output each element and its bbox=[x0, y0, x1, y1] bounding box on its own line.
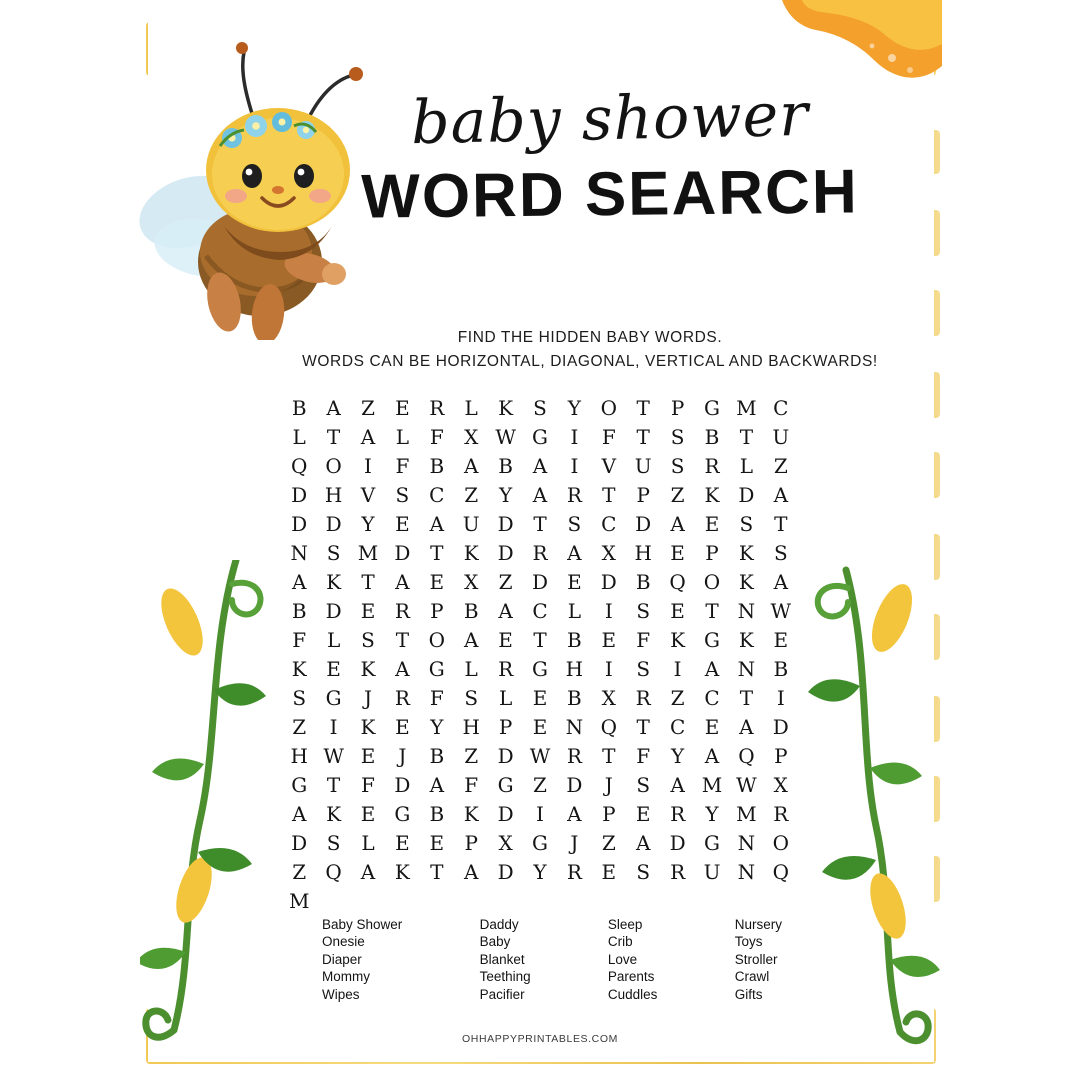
grid-letter: A bbox=[291, 802, 307, 826]
grid-letter: A bbox=[567, 541, 582, 565]
word-list-item: Cuddles bbox=[607, 986, 658, 1002]
word-list-item: Crawl bbox=[734, 969, 770, 985]
grid-letter: K bbox=[463, 541, 479, 565]
word-search-grid bbox=[282, 398, 798, 911]
grid-letter: W bbox=[770, 599, 792, 623]
grid-letter: P bbox=[774, 744, 788, 768]
grid-letter: C bbox=[601, 512, 617, 536]
grid-letter: I bbox=[673, 657, 682, 681]
word-list-item: Mommy bbox=[322, 969, 370, 985]
grid-letter: C bbox=[704, 686, 720, 710]
grid-letter: K bbox=[463, 802, 479, 826]
grid-letter: S bbox=[636, 657, 651, 681]
grid-letter: M bbox=[736, 396, 757, 420]
grid-letter: N bbox=[737, 657, 756, 681]
title-script-line: baby shower bbox=[410, 79, 810, 159]
grid-letter: P bbox=[670, 396, 685, 420]
grid-letter: Z bbox=[773, 454, 788, 478]
word-list-item: Parents bbox=[607, 969, 655, 985]
grid-letter: E bbox=[395, 396, 410, 420]
grid-letter: O bbox=[703, 570, 721, 594]
grid-letter: P bbox=[464, 831, 478, 855]
grid-letter: I bbox=[536, 802, 544, 826]
word-list-item: Stroller bbox=[734, 951, 778, 967]
grid-letter: N bbox=[737, 860, 756, 884]
grid-letter: I bbox=[776, 686, 785, 710]
grid-letter: R bbox=[635, 686, 651, 710]
grid-letter: A bbox=[532, 483, 548, 507]
grid-letter: T bbox=[395, 628, 410, 652]
word-list-item: Crib bbox=[607, 934, 633, 950]
grid-letter: R bbox=[704, 454, 720, 478]
grid-letter: D bbox=[497, 512, 514, 536]
word-list-item: Blanket bbox=[479, 951, 525, 967]
grid-letter: R bbox=[670, 860, 686, 884]
grid-letter: K bbox=[738, 570, 754, 594]
grid-letter: D bbox=[325, 599, 342, 623]
grid-letter: M bbox=[736, 802, 757, 826]
grid-letter: D bbox=[497, 541, 514, 565]
grid-letter: E bbox=[567, 570, 582, 594]
grid-letter: V bbox=[601, 454, 617, 478]
grid-letter: G bbox=[291, 773, 308, 797]
grid-letter: F bbox=[636, 744, 651, 768]
grid-letter: Y bbox=[430, 715, 444, 739]
grid-letter: L bbox=[361, 831, 375, 855]
grid-letter: R bbox=[670, 802, 686, 826]
grid-letter: T bbox=[739, 686, 754, 710]
grid-letter: R bbox=[429, 396, 445, 420]
grid-letter: Y bbox=[533, 860, 547, 884]
grid-letter: K bbox=[291, 657, 307, 681]
grid-letter: A bbox=[532, 454, 548, 478]
grid-letter: L bbox=[464, 657, 478, 681]
grid-letter: T bbox=[326, 425, 341, 449]
grid-letter: E bbox=[395, 831, 410, 855]
grid-letter: B bbox=[704, 425, 720, 449]
footer-credit: OHHAPPYPRINTABLES.COM bbox=[462, 1033, 618, 1045]
grid-letter: K bbox=[360, 715, 376, 739]
word-list-item: Sleep bbox=[607, 917, 643, 932]
grid-letter: H bbox=[462, 715, 480, 739]
grid-letter: L bbox=[292, 425, 306, 449]
grid-letter: E bbox=[704, 715, 720, 739]
grid-letter: G bbox=[394, 802, 411, 826]
grid-letter: B bbox=[291, 396, 307, 420]
grid-letter: D bbox=[291, 512, 308, 536]
grid-letter: G bbox=[532, 831, 548, 855]
grid-letter: F bbox=[464, 773, 479, 797]
grid-letter: D bbox=[738, 483, 755, 507]
grid-letter: A bbox=[463, 860, 479, 884]
grid-letter: S bbox=[361, 628, 375, 652]
grid-letter: R bbox=[394, 686, 410, 710]
grid-letter: B bbox=[463, 599, 479, 623]
word-list-item: Baby Shower bbox=[322, 917, 403, 932]
word-list-item: Onesie bbox=[322, 934, 365, 950]
grid-letter: C bbox=[532, 599, 548, 623]
grid-letter: C bbox=[773, 396, 789, 420]
grid-letter: O bbox=[772, 831, 789, 855]
grid-letter: U bbox=[772, 425, 790, 449]
grid-letter: L bbox=[395, 425, 410, 449]
grid-letter: R bbox=[566, 860, 582, 884]
grid-letter: F bbox=[601, 425, 616, 449]
grid-letter: I bbox=[604, 657, 613, 681]
instructions-line-1: FIND THE HIDDEN BABY WORDS. bbox=[457, 329, 723, 346]
grid-letter: D bbox=[772, 715, 789, 739]
grid-letter: L bbox=[326, 628, 341, 652]
grid-letter: B bbox=[429, 454, 445, 478]
grid-letter: F bbox=[429, 425, 444, 449]
grid-letter: E bbox=[429, 831, 445, 855]
grid-letter: K bbox=[326, 802, 342, 826]
grid-letter: O bbox=[600, 396, 617, 420]
grid-letter: F bbox=[636, 628, 651, 652]
grid-letter: P bbox=[636, 483, 650, 507]
grid-letter: Q bbox=[325, 860, 342, 884]
grid-letter: S bbox=[567, 512, 582, 536]
grid-letter: D bbox=[531, 570, 549, 594]
grid-letter: D bbox=[600, 570, 617, 594]
grid-letter: E bbox=[360, 599, 376, 623]
grid-letter: K bbox=[738, 541, 754, 565]
grid-letter: B bbox=[429, 744, 445, 768]
grid-letter: F bbox=[361, 773, 375, 797]
word-list-item: Toys bbox=[734, 934, 763, 950]
grid-letter: R bbox=[394, 599, 410, 623]
grid-letter: S bbox=[670, 454, 685, 478]
grid-letter: Y bbox=[498, 483, 513, 507]
grid-letter: X bbox=[773, 773, 788, 797]
grid-letter: A bbox=[429, 773, 445, 797]
grid-letter: Q bbox=[600, 715, 617, 739]
grid-letter: T bbox=[361, 570, 375, 594]
grid-letter: H bbox=[634, 541, 652, 565]
grid-letter: E bbox=[395, 715, 410, 739]
instructions bbox=[250, 326, 930, 374]
word-list-item: Teething bbox=[479, 969, 531, 985]
grid-letter: A bbox=[498, 599, 513, 623]
grid-letter: S bbox=[292, 686, 307, 710]
grid-letter: M bbox=[701, 773, 723, 797]
grid-letter: D bbox=[497, 802, 514, 826]
grid-letter: T bbox=[533, 512, 547, 536]
grid-letter: A bbox=[360, 860, 376, 884]
grid-letter: D bbox=[394, 773, 411, 797]
grid-letter: K bbox=[394, 860, 410, 884]
grid-letter: S bbox=[326, 541, 341, 565]
grid-letter: G bbox=[325, 686, 342, 710]
word-list-column bbox=[608, 916, 658, 1003]
word-list-column bbox=[480, 916, 531, 1003]
grid-letter: O bbox=[428, 628, 445, 652]
grid-letter: D bbox=[291, 831, 308, 855]
grid-letter: T bbox=[430, 860, 444, 884]
grid-letter: Y bbox=[361, 512, 375, 536]
grid-letter: R bbox=[532, 541, 548, 565]
word-list bbox=[322, 916, 782, 1003]
word-list-item: Wipes bbox=[322, 986, 360, 1002]
grid-letter: A bbox=[704, 744, 720, 768]
grid-letter: P bbox=[705, 541, 719, 565]
grid-letter: Z bbox=[533, 773, 547, 797]
grid-letter: X bbox=[601, 686, 616, 710]
grid-letter: B bbox=[773, 657, 789, 681]
grid-letter: K bbox=[498, 396, 514, 420]
grid-letter: H bbox=[290, 744, 308, 768]
grid-letter: D bbox=[497, 744, 514, 768]
grid-letter: H bbox=[324, 483, 343, 507]
grid-letter: T bbox=[636, 715, 650, 739]
grid-letter: V bbox=[360, 483, 376, 507]
grid-letter: T bbox=[774, 512, 788, 536]
page-title bbox=[330, 79, 890, 232]
grid-letter: S bbox=[670, 425, 685, 449]
grid-letter: D bbox=[497, 860, 514, 884]
grid-letter: D bbox=[669, 831, 686, 855]
grid-letter: I bbox=[364, 454, 372, 478]
grid-letter: Q bbox=[669, 570, 686, 594]
grid-letter: D bbox=[566, 773, 583, 797]
grid-letter: D bbox=[325, 512, 342, 536]
grid-letter: Q bbox=[290, 454, 308, 478]
grid-letter: A bbox=[395, 657, 410, 681]
grid-letter: O bbox=[325, 454, 342, 478]
grid-letter: J bbox=[604, 773, 613, 797]
word-list-item: Baby bbox=[479, 934, 511, 950]
grid-letter: S bbox=[464, 686, 479, 710]
grid-letter: A bbox=[463, 628, 479, 652]
grid-letter: B bbox=[567, 628, 582, 652]
grid-letter: Z bbox=[498, 570, 513, 594]
grid-letter: E bbox=[360, 802, 376, 826]
grid-letter: T bbox=[636, 425, 650, 449]
grid-letter: E bbox=[601, 860, 617, 884]
grid-letter: T bbox=[602, 744, 616, 768]
grid-letter: R bbox=[566, 744, 582, 768]
grid-letter: S bbox=[395, 483, 410, 507]
grid-letter: L bbox=[739, 454, 754, 478]
grid-letter: Y bbox=[670, 744, 685, 768]
grid-letter: Z bbox=[361, 396, 375, 420]
grid-letter: C bbox=[429, 483, 445, 507]
grid-letter: X bbox=[498, 831, 513, 855]
grid-letter: R bbox=[498, 657, 514, 681]
grid-letter: K bbox=[738, 628, 754, 652]
grid-letter: A bbox=[567, 802, 582, 826]
grid-letter: A bbox=[326, 396, 341, 420]
grid-letter: K bbox=[326, 570, 342, 594]
grid-letter: M bbox=[288, 889, 310, 913]
grid-letter: B bbox=[291, 599, 307, 623]
grid-letter: J bbox=[398, 744, 407, 768]
grid-letter: F bbox=[429, 686, 444, 710]
grid-letter: W bbox=[495, 425, 516, 449]
grid-letter: D bbox=[291, 483, 308, 507]
grid-letter: S bbox=[636, 773, 651, 797]
grid-letter: W bbox=[736, 773, 757, 797]
grid-letter: N bbox=[565, 715, 584, 739]
grid-letter: Z bbox=[464, 744, 479, 768]
word-list-item: Diaper bbox=[322, 951, 362, 967]
grid-letter: G bbox=[704, 628, 720, 652]
grid-letter: Y bbox=[567, 396, 581, 420]
grid-letter: Z bbox=[601, 831, 616, 855]
grid-letter: B bbox=[498, 454, 513, 478]
grid-letter: T bbox=[705, 599, 719, 623]
grid-letter: X bbox=[601, 541, 616, 565]
grid-letter: L bbox=[498, 686, 513, 710]
word-list-column bbox=[735, 916, 782, 1003]
word-list-column bbox=[322, 916, 402, 1003]
grid-letter: Z bbox=[464, 483, 479, 507]
grid-letter: A bbox=[704, 657, 720, 681]
grid-letter: N bbox=[737, 831, 756, 855]
grid-letter: E bbox=[429, 570, 445, 594]
grid-letter: A bbox=[670, 773, 685, 797]
grid-letter: G bbox=[704, 831, 720, 855]
grid-letter: S bbox=[636, 860, 651, 884]
grid-letter: A bbox=[773, 570, 789, 594]
grid-letter: I bbox=[570, 425, 579, 449]
title-bold-line: WORD SEARCH bbox=[360, 157, 860, 232]
grid-letter: R bbox=[566, 483, 582, 507]
grid-letter: U bbox=[703, 860, 721, 884]
grid-letter: B bbox=[429, 802, 445, 826]
grid-letter: A bbox=[463, 454, 479, 478]
grid-letter: E bbox=[601, 628, 617, 652]
grid-letter: W bbox=[323, 744, 344, 768]
grid-letter: A bbox=[291, 570, 307, 594]
grid-letter: K bbox=[704, 483, 720, 507]
grid-letter: N bbox=[737, 599, 756, 623]
word-list-item: Love bbox=[607, 951, 638, 967]
word-list-item: Gifts bbox=[734, 986, 763, 1002]
grid-letter: X bbox=[464, 570, 479, 594]
instructions-line-2: WORDS CAN BE HORIZONTAL, DIAGONAL, VERTICAL AND BACKWARDS! bbox=[302, 353, 878, 371]
grid-letter: H bbox=[565, 657, 584, 681]
grid-letter: E bbox=[773, 628, 789, 652]
grid-letter: A bbox=[429, 512, 445, 536]
grid-letter: E bbox=[532, 715, 548, 739]
grid-letter: K bbox=[670, 628, 686, 652]
grid-letter: T bbox=[533, 628, 547, 652]
grid-letter: C bbox=[669, 715, 686, 739]
grid-letter: I bbox=[570, 454, 579, 478]
grid-letter: A bbox=[739, 715, 754, 739]
grid-letter: T bbox=[739, 425, 754, 449]
grid-letter: T bbox=[602, 483, 616, 507]
grid-letter: Q bbox=[772, 860, 789, 884]
grid-letter: P bbox=[498, 715, 513, 739]
grid-letter: G bbox=[704, 396, 720, 420]
grid-letter: Z bbox=[292, 860, 307, 884]
grid-letter: F bbox=[395, 454, 410, 478]
grid-letter: S bbox=[636, 599, 651, 623]
grid-letter: E bbox=[532, 686, 548, 710]
grid-letter: U bbox=[634, 454, 652, 478]
grid-letter: Z bbox=[292, 715, 307, 739]
grid-letter: A bbox=[773, 483, 789, 507]
grid-letter: E bbox=[670, 599, 685, 623]
grid-letter: Z bbox=[670, 686, 685, 710]
grid-letter: E bbox=[498, 628, 513, 652]
grid-letter: P bbox=[430, 599, 444, 623]
grid-letter: M bbox=[357, 541, 379, 565]
grid-letter: W bbox=[529, 744, 551, 768]
grid-letter: G bbox=[497, 773, 514, 797]
grid-letter: L bbox=[464, 396, 478, 420]
grid-letter: S bbox=[533, 396, 547, 420]
grid-letter: Q bbox=[738, 744, 755, 768]
grid-letter: E bbox=[360, 744, 376, 768]
grid-letter: E bbox=[704, 512, 720, 536]
grid-letter: E bbox=[395, 512, 410, 536]
grid-letter: R bbox=[773, 802, 789, 826]
grid-letter: G bbox=[428, 657, 445, 681]
grid-letter: E bbox=[326, 657, 341, 681]
grid-letter: D bbox=[394, 541, 411, 565]
grid-letter: S bbox=[326, 831, 341, 855]
grid-letter: T bbox=[636, 396, 650, 420]
grid-letter: G bbox=[532, 657, 548, 681]
word-list-item: Pacifier bbox=[479, 986, 525, 1002]
grid-letter: T bbox=[326, 773, 341, 797]
grid-letter: I bbox=[329, 715, 338, 739]
grid-letter: B bbox=[635, 570, 651, 594]
grid-letter: A bbox=[395, 570, 410, 594]
grid-letter: L bbox=[567, 599, 582, 623]
grid-letter: P bbox=[602, 802, 616, 826]
grid-letter: Z bbox=[670, 483, 685, 507]
grid-letter: N bbox=[290, 541, 308, 565]
grid-letter: B bbox=[567, 686, 582, 710]
grid-letter: F bbox=[292, 628, 307, 652]
grid-letter: T bbox=[430, 541, 444, 565]
grid-letter: S bbox=[739, 512, 754, 536]
grid-letter: X bbox=[464, 425, 479, 449]
grid-letter: J bbox=[570, 831, 579, 855]
grid-letter: D bbox=[635, 512, 652, 536]
word-list-item: Daddy bbox=[479, 917, 519, 932]
grid-letter: I bbox=[604, 599, 613, 623]
grid-letter: A bbox=[635, 831, 651, 855]
grid-letter: A bbox=[670, 512, 685, 536]
grid-letter: J bbox=[363, 686, 372, 710]
grid-letter: E bbox=[635, 802, 651, 826]
grid-letter: Y bbox=[705, 802, 719, 826]
grid-letter: E bbox=[670, 541, 685, 565]
grid-letter: G bbox=[532, 425, 548, 449]
grid-letter: U bbox=[462, 512, 480, 536]
grid-letter: S bbox=[773, 541, 788, 565]
grid-letter: A bbox=[360, 425, 376, 449]
grid-letter: K bbox=[360, 657, 376, 681]
word-list-item: Nursery bbox=[734, 917, 782, 932]
